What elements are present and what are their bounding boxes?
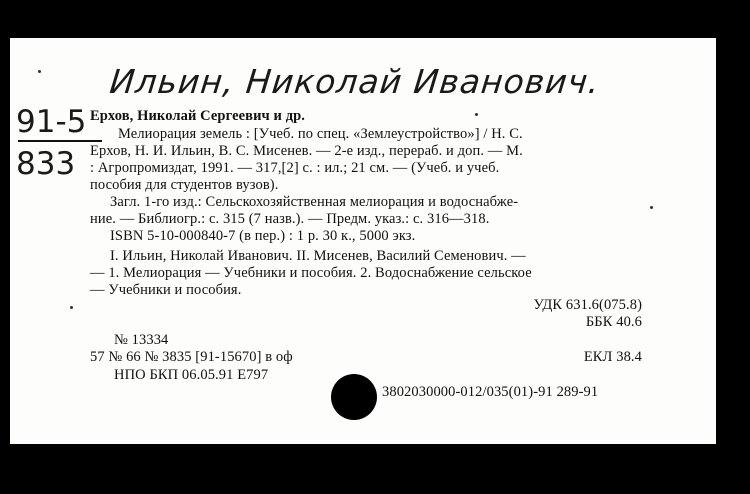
udk-code: УДК 631.6(075.8) (533, 297, 642, 313)
handwritten-author-heading: Ильин, Николай Иванович. (107, 62, 602, 101)
order-line: 57 № 66 № 3835 [91-15670] в оф (90, 349, 293, 365)
title-line-2: Ерхов, Н. И. Ильин, В. С. Мисенев. — 2-е изд., перераб. и доп. — М. (90, 143, 523, 159)
tracings-line-3: — Учебники и пособия. (90, 282, 242, 298)
call-number-top: 91-5 (16, 104, 87, 140)
tracings-line-1: I. Ильин, Николай Иванович. II. Мисенев, Василий Семенович. — (110, 248, 526, 264)
isbn-line: ISBN 5-10-000840-7 (в пер.) : 1 р. 30 к., 5000 экз. (110, 228, 416, 244)
title-line-3: : Агропромиздат, 1991. — 317,[2] с. : ил.; 21 см. — (Учеб. и учеб. (90, 160, 500, 176)
notes-line-1: Загл. 1-го изд.: Сельскохозяйственная мелиорация и водоснабже- (110, 194, 519, 210)
speck (70, 306, 73, 309)
punched-hole (331, 374, 377, 420)
speck (38, 70, 41, 73)
tracings-line-2: — 1. Мелиорация — Учебники и пособия. 2. Водоснабжение сельское (90, 265, 532, 281)
author-heading: Ерхов, Николай Сергеевич и др. (90, 108, 306, 124)
speck (650, 206, 653, 209)
title-line-4: пособия для студентов вузов). (90, 177, 279, 193)
call-number-bottom: 833 (16, 146, 76, 182)
ekl-code: ЕКЛ 38.4 (583, 349, 642, 365)
card-number: № 13334 (114, 332, 169, 348)
notes-line-2: ние. — Библиогр.: с. 315 (7 назв.). — Предм. указ.: с. 316—318. (90, 211, 490, 227)
npo-line: НПО БКП 06.05.91 Е797 (114, 367, 269, 383)
title-line-1: Мелиорация земель : [Учеб. по спец. «Землеустройство»] / Н. С. (118, 126, 523, 142)
call-number-divider (18, 140, 102, 142)
bbk-code: ББК 40.6 (585, 314, 642, 330)
speck (475, 113, 478, 116)
code-line: 3802030000-012/035(01)-91 289-91 (382, 384, 599, 400)
